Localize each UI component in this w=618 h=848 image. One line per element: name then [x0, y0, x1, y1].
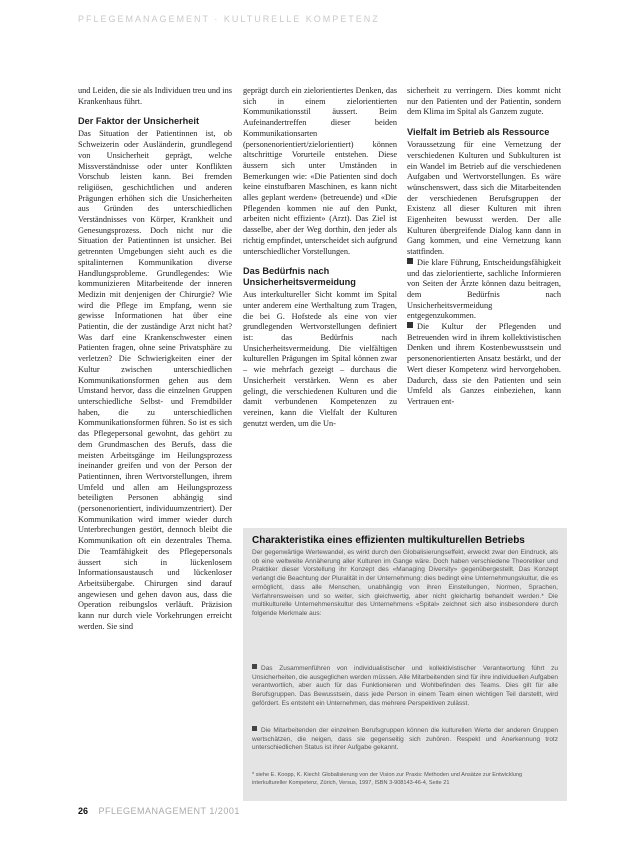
paragraph: Voraussetzung für eine Vernetzung der verschiedenen Kulturen und Subkulturen ist ein Wandel im Betrieb auf die verschiedenen Aufgaben und Wertvorstellungen. Es wäre wünschenswert, dass sich die Mitarbeitenden der verschiedenen Berufsgruppen der Existenz all dieser Kulturen mit ihren Eigenheiten bewusst werden. Der alle Kulturen übergreifende Dialog kann dann in Gang kommen, und eine Vernetzung kann stattfinden. [407, 140, 561, 257]
info-box-title: Charakteristika eines effizienten multikulturellen Betriebs [252, 535, 525, 546]
section-heading: Vielfalt im Betrieb als Ressource [407, 127, 550, 138]
column-middle [243, 86, 397, 490]
section-heading: Der Faktor der Unsicherheit [78, 116, 200, 127]
page-footer [78, 806, 240, 816]
info-box-intro: Der gegenwärtige Wertewandel, es wirkt durch den Globalisierungseffekt, erweckt zwar den Eindruck, als ob eine weltweite Annäherung aller Kulturen im Gange wäre. Doch haben verschiedene Theoretiker und Praktiker dieser Vorstellung ihr Konzept des «Managing Diversity» gegenübergestellt. Das Konzept verlangt die Beachtung der Pluralität in der Unternehmung: dies bedingt eine Unternehmungskultur, die es ermöglicht, dass alle Menschen, unabhängig von ihren Einstellungen, Normen, Sprachen, Verfahrensweisen und so weiter, sich gleichwertig, aber nicht gleichartig behandelt werden.* Die multikulturelle Unternehmenskultur des Unternehmens «Spital» zeichnet sich also insbesondere durch folgende Merkmale aus: [252, 549, 558, 617]
paragraph: geprägt durch ein zielorientiertes Denken, das sich in einem zielorientierten Kommunikationsstil äussert. Beim Aufeinandertreffen dieser beiden Kommunikationsarten (personenorientiert/zielorientiert) können altschrittige Vorurteile entstehen. Diese äussern sich unter Umständen in Bemerkungen wie: «Die Patienten sind doch keine einstufbaren Maschinen, es kann nicht alles geplant werden» (betreuende) und «Die Pflegenden kommen nie auf den Punkt, arbeiten nicht effizient» (Arzt). Das Ziel ist dasselbe, aber der Weg dorthin, den jeder als richtig empfindet, unterscheidet sich aufgrund unterschiedlicher Vorstellungen. [243, 86, 397, 256]
section-heading: Das Bedürfnis nach Unsicherheitsvermeidung [243, 266, 356, 288]
info-box [243, 528, 567, 801]
bullet-square-icon [407, 322, 413, 328]
info-box-bullet [252, 664, 558, 709]
bullet-square-icon [407, 258, 413, 264]
bullet-item [407, 322, 561, 408]
bullet-square-icon [252, 726, 257, 731]
column-left [78, 86, 232, 806]
paragraph: und Leiden, die sie als Individuen treu und ins Krankenhaus führt. [78, 86, 232, 106]
info-box-bullet [252, 726, 558, 753]
bullet-square-icon [252, 664, 257, 669]
bullet-text: Die Mitarbeitenden der einzelnen Berufsgruppen können die kulturellen Werte der anderen Gruppen wertschätzen, die neigen, dass sie gegenseitig sich zuhören. Respekt und Anerkennung trotz unterschiedlichen Status ist ihrer Aufgabe gekannt. [252, 727, 558, 752]
bullet-text: Das Zusammenführen von individualistischer und kollektivistischer Verantwortung führt zu Unsicherheiten, die ausgeglichen werden müssen. Alle Mitarbeitenden sind für ihre individuellen Aufgaben verantwortlich, aber auch für das Funktionieren und Wohlbefinden des Teams. Dies gilt für alle Berufsgruppen. Das Bewusstsein, dass jede Person in einem Team einen wichtigen Teil darstellt, wird gefördert. Es entsteht ein Unternehmen, das mehrere Perspektiven zulässt. [252, 665, 558, 707]
info-box-footnote: * siehe E. Koopp, K. Kiechl: Globalisierung von der Vision zur Praxis: Methoden und Ansätze zur Entwicklung interkultureller Kompetenz, Zürich, Versus, 1997, ISBN 3-908143-46-4, Seite 21 [252, 772, 523, 786]
running-header: PFLEGEMANAGEMENT · KULTURELLE KOMPETENZ [78, 14, 380, 24]
bullet-item [407, 258, 561, 322]
paragraph: Das Situation der Patientinnen ist, ob Schweizerin oder Ausländerin, grundlegend von Unsicherheit geprägt, welche Missverständnisse oder unter Konflikten Vorschub leisten kann. Bei fremden religiösen, geschichtlichen und anderen Prägungen erhöhen sich die Unsicherheiten aus Gründen des unterschiedlichen Verständnisses von Körper, Krankheit und Genesungsprozess. Doch nicht nur die Situation der Patientinnen ist unsicher. Bei getrennten Umgebungen sieht auch es die spitalinternen Kommunikation diverse Handlungsprobleme. Grundlegendes: Wie kommunizieren Mitarbeitende der inneren Medizin mit denjenigen der Chirurgie? Wie wird die Pflege im Empfang, wenn sie gewisse Informationen hat über eine Patientin, die der zuständige Arzt nicht hat? Was darf eine Krankenschwester einen Patienten fragen, ohne seine Privatsphäre zu verletzen? Die Schwierigkeiten einer der Kultur zwischen unterschiedlichen Kommunikationsformen gehen aus dem Umstand hervor, dass die einzelnen Gruppen unterschiedliche Selbst- und Fremdbilder haben, die zu unterschiedlichen Kommunikationsformen führen. So ist es sich das Pflegepersonal gewohnt, das gehört zu dem Grundmaschen des Berufs, dass die meisten Arbeitsgänge im Heilungsprozess ineinander greifen und von der Person der Patientinnen, ihren Wertvorstellungen, ihrem Umfeld und allen am Heilungsprozess beteiligten Personen abhängig sind (personenorientiert, individuumzentriert). Der Kommunikation wird immer wieder durch Unterbrechungen gestört, dennoch bleibt die Kommunikation oft ein dezentrales Thema. Die Teamfähigkeit des Pflegepersonals äussert sich in lückenlosem Informationsaustausch und lückenloser Arbeitsübergabe. Chirurgen sind darauf angewiesen und gehen davon aus, dass die Operation reibungslos verläuft. Präzision kann nur durch viele Vorkehrungen erreicht werden. Sie sind [78, 129, 232, 631]
bullet-text: Die Kultur der Pflegenden und Betreuenden wird in ihrem kollektivistischen Denken und ihrem Kostenbewusstsein und personenorientierten Ansatz bestärkt, und der Wert dieser Kompetenz wird hervorgehoben. Dadurch, dass sie den Patienten und sein Umfeld als Ganzes einbeziehen, kann Vertrauen ent- [407, 322, 561, 406]
column-right [407, 86, 561, 490]
bullet-text: Die klare Führung, Entscheidungsfähigkeit und das zielorientierte, sachliche Informieren von Seiten der Ärzte können dazu beitragen, dem Bedürfnis nach Unsicherheitsvermeidung entgegenzukommen. [407, 257, 561, 321]
page-number: 26 [78, 806, 89, 816]
paragraph: Aus interkultureller Sicht kommt im Spital unter anderem eine Werthaltung zum Tragen, die bei G. Hofstede als eine von vier grundlegenden Wertvorstellungen definiert ist: das Bedürfnis nach Unsicherheitsvermeidung. Die vielfältigen kulturellen Prägungen im Spital können zwar – wie mehrfach gezeigt – durchaus die Unsicherheit verstärken. Wenn es aber gelingt, die verschiedenen Kulturen und die damit verbundenen Kompetenzen zu vereinen, kann die Vielfalt der Kulturen genutzt werden, um die Un- [243, 290, 397, 428]
publication-name: PFLEGEMANAGEMENT 1/2001 [98, 806, 240, 816]
paragraph: sicherheit zu verringern. Dies kommt nicht nur den Patienten und der Patientin, sondern dem Klima im Spital als Ganzem zugute. [407, 86, 561, 117]
